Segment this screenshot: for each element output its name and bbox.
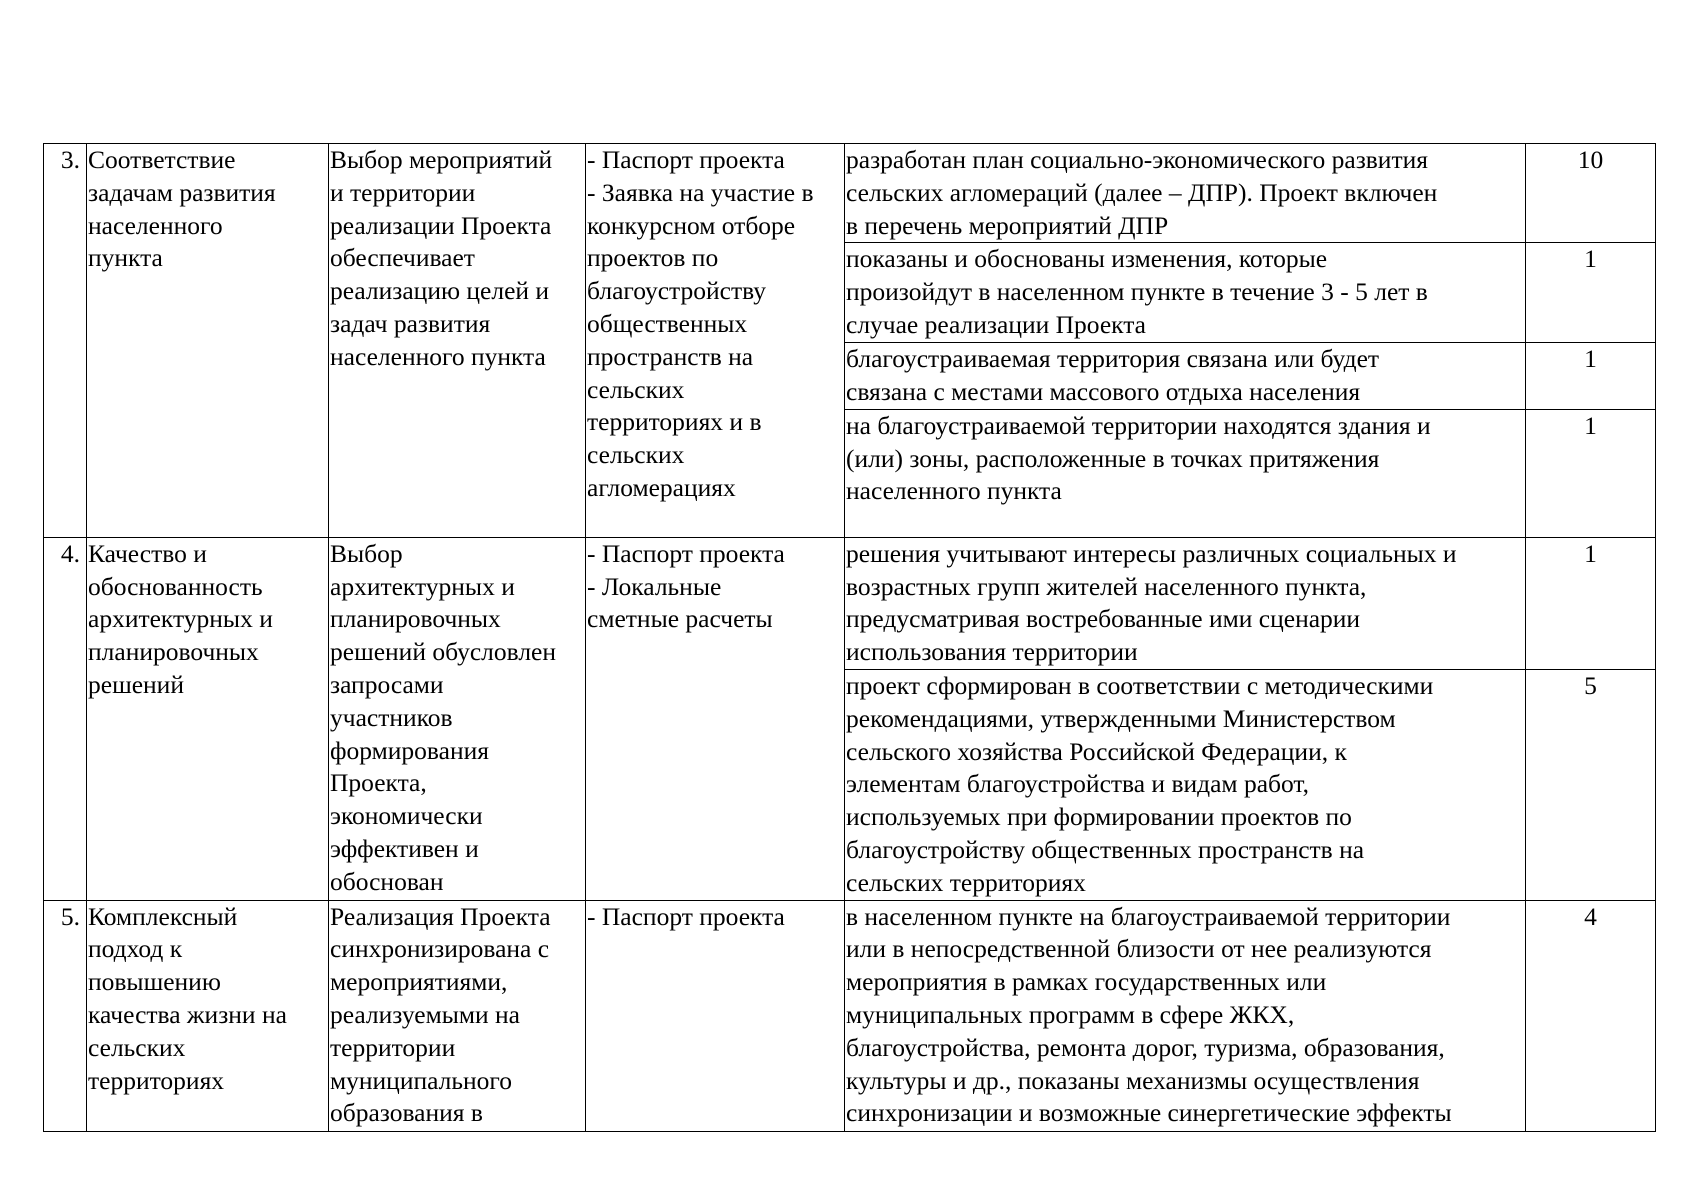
criterion-line: населенного	[88, 210, 223, 240]
score-cell	[1526, 342, 1656, 409]
description-line: реализацию целей и	[330, 276, 550, 306]
score-cell	[1526, 669, 1656, 900]
description-cell	[329, 900, 586, 1131]
documents-line: - Паспорт проекта	[587, 145, 785, 174]
row-number: 3.	[60, 145, 80, 174]
criterion-line: пункта	[88, 243, 163, 273]
description-cell	[329, 537, 586, 900]
row-number-cell	[44, 144, 87, 538]
condition-line: в перечень мероприятий ДПР	[846, 210, 1169, 240]
criterion-line: Соответствие	[88, 145, 236, 174]
condition-cell	[845, 900, 1526, 1131]
documents-line: благоустройству	[587, 276, 767, 306]
criterion-line: подход к	[88, 934, 183, 964]
documents-line: - Паспорт проекта	[587, 538, 785, 568]
criterion-line: решений	[88, 669, 184, 699]
criterion-line: планировочных	[88, 637, 259, 667]
condition-line: связана с местами массового отдыха населения	[846, 376, 1361, 406]
criterion-line: повышению	[88, 967, 221, 997]
condition-line: возрастных групп жителей населенного пункта,	[846, 571, 1367, 601]
documents-line: сметные расчеты	[587, 604, 773, 634]
description-line: экономически	[330, 801, 483, 831]
description-line: Проекта,	[330, 768, 427, 798]
score-value: 1	[1584, 538, 1597, 568]
documents-cell	[586, 537, 845, 900]
condition-line: рекомендациями, утвержденными Министерством	[846, 703, 1396, 733]
criterion-line: качества жизни на	[88, 999, 287, 1029]
condition-line: используемых при формировании проектов по	[846, 802, 1352, 832]
criteria-table	[43, 143, 1656, 1132]
criterion-cell	[87, 144, 329, 538]
criterion-line: обоснованность	[88, 571, 263, 601]
criterion-line: Качество и	[88, 538, 207, 568]
criterion-line: архитектурных и	[88, 604, 273, 634]
table-row	[44, 537, 1656, 669]
description-line: формирования	[330, 735, 489, 765]
row-number-cell	[44, 537, 87, 900]
description-line: Выбор мероприятий	[330, 145, 553, 174]
condition-line: использования территории	[846, 637, 1138, 667]
description-line: задач развития	[330, 308, 491, 338]
score-value: 1	[1584, 410, 1597, 440]
condition-cell	[845, 537, 1526, 669]
description-line: и территории	[330, 177, 476, 207]
description-line: запросами	[330, 669, 444, 699]
documents-line: общественных	[587, 308, 748, 338]
condition-cell	[845, 342, 1526, 409]
description-line: эффективен и	[330, 833, 479, 863]
condition-line: разработан план социально-экономического развития	[846, 145, 1428, 174]
table-row	[44, 900, 1656, 1131]
condition-line: синхронизации и возможные синергетические эффекты	[846, 1098, 1452, 1128]
description-line: архитектурных и	[330, 571, 515, 601]
condition-line: сельских территориях	[846, 867, 1086, 897]
documents-cell	[586, 900, 845, 1131]
documents-line: территориях и в	[587, 407, 762, 437]
condition-cell	[845, 669, 1526, 900]
condition-cell	[845, 243, 1526, 342]
description-line: обоснован	[330, 866, 444, 896]
table-row	[44, 144, 1656, 243]
documents-line: проектов по	[587, 243, 719, 273]
documents-line: - Локальные	[587, 571, 722, 601]
condition-line: населенного пункта	[846, 476, 1062, 506]
documents-line: сельских	[587, 374, 685, 404]
description-line: населенного пункта	[330, 341, 546, 371]
documents-line: пространств на	[587, 341, 754, 371]
description-line: образования в	[330, 1098, 483, 1128]
row-number: 5.	[60, 901, 80, 931]
description-line: муниципального	[330, 1065, 512, 1095]
condition-line: предусматривая востребованные ими сценарии	[846, 604, 1361, 634]
row-number: 4.	[60, 538, 80, 568]
condition-line: мероприятия в рамках государственных или	[846, 967, 1327, 997]
description-line: обеспечивает	[330, 243, 475, 273]
condition-cell	[845, 144, 1526, 243]
score-value: 10	[1577, 145, 1604, 174]
criterion-line: территориях	[88, 1065, 225, 1095]
documents-line: - Заявка на участие в	[587, 177, 814, 207]
condition-line: случае реализации Проекта	[846, 309, 1146, 339]
description-line: мероприятиями,	[330, 967, 508, 997]
condition-line: проект сформирован в соответствии с методическими	[846, 670, 1434, 700]
description-cell	[329, 144, 586, 538]
condition-line: благоустраиваемая территория связана или будет	[846, 343, 1380, 373]
documents-line: - Паспорт проекта	[587, 901, 785, 931]
row-number-cell	[44, 900, 87, 1131]
condition-line: в населенном пункте на благоустраиваемой территории	[846, 901, 1451, 931]
documents-line: агломерациях	[587, 472, 736, 502]
score-cell	[1526, 144, 1656, 243]
description-line: синхронизирована с	[330, 934, 550, 964]
condition-line: произойдут в населенном пункте в течение 3 - 5 лет в	[846, 277, 1428, 307]
criterion-line: сельских	[88, 1032, 186, 1062]
description-line: решений обусловлен	[330, 637, 557, 667]
score-cell	[1526, 409, 1656, 537]
documents-line: конкурсном отборе	[587, 210, 796, 240]
condition-line: решения учитывают интересы различных социальных и	[846, 538, 1457, 568]
criterion-line: Комплексный	[88, 901, 238, 931]
criterion-cell	[87, 900, 329, 1131]
score-value: 1	[1584, 244, 1597, 274]
condition-line: показаны и обоснованы изменения, которые	[846, 244, 1328, 274]
description-line: планировочных	[330, 604, 501, 634]
description-line: реализации Проекта	[330, 210, 552, 240]
documents-cell	[586, 144, 845, 538]
description-line: территории	[330, 1032, 456, 1062]
description-line: реализуемыми на	[330, 999, 520, 1029]
condition-line: элементам благоустройства и видам работ,	[846, 769, 1309, 799]
score-value: 5	[1584, 670, 1597, 700]
condition-line: благоустройству общественных пространств на	[846, 834, 1365, 864]
condition-line: (или) зоны, расположенные в точках притяжения	[846, 443, 1380, 473]
condition-line: благоустройства, ремонта дорог, туризма, образования,	[846, 1032, 1445, 1062]
score-cell	[1526, 537, 1656, 669]
criterion-cell	[87, 537, 329, 900]
condition-line: на благоустраиваемой территории находятся здания и	[846, 410, 1431, 440]
criterion-line: задачам развития	[88, 177, 276, 207]
condition-line: культуры и др., показаны механизмы осуществления	[846, 1065, 1420, 1095]
documents-line: сельских	[587, 440, 685, 470]
score-value: 1	[1584, 343, 1597, 373]
score-cell	[1526, 900, 1656, 1131]
score-value: 4	[1584, 901, 1597, 931]
description-line: Выбор	[330, 538, 403, 568]
condition-line: сельского хозяйства Российской Федерации, к	[846, 736, 1347, 766]
condition-cell	[845, 409, 1526, 537]
score-cell	[1526, 243, 1656, 342]
condition-line: муниципальных программ в сфере ЖКХ,	[846, 999, 1295, 1029]
description-line: участников	[330, 702, 453, 732]
description-line: Реализация Проекта	[330, 901, 551, 931]
condition-line: сельских агломераций (далее – ДПР). Проект включен	[846, 177, 1438, 207]
condition-line: или в непосредственной близости от нее реализуются	[846, 934, 1432, 964]
